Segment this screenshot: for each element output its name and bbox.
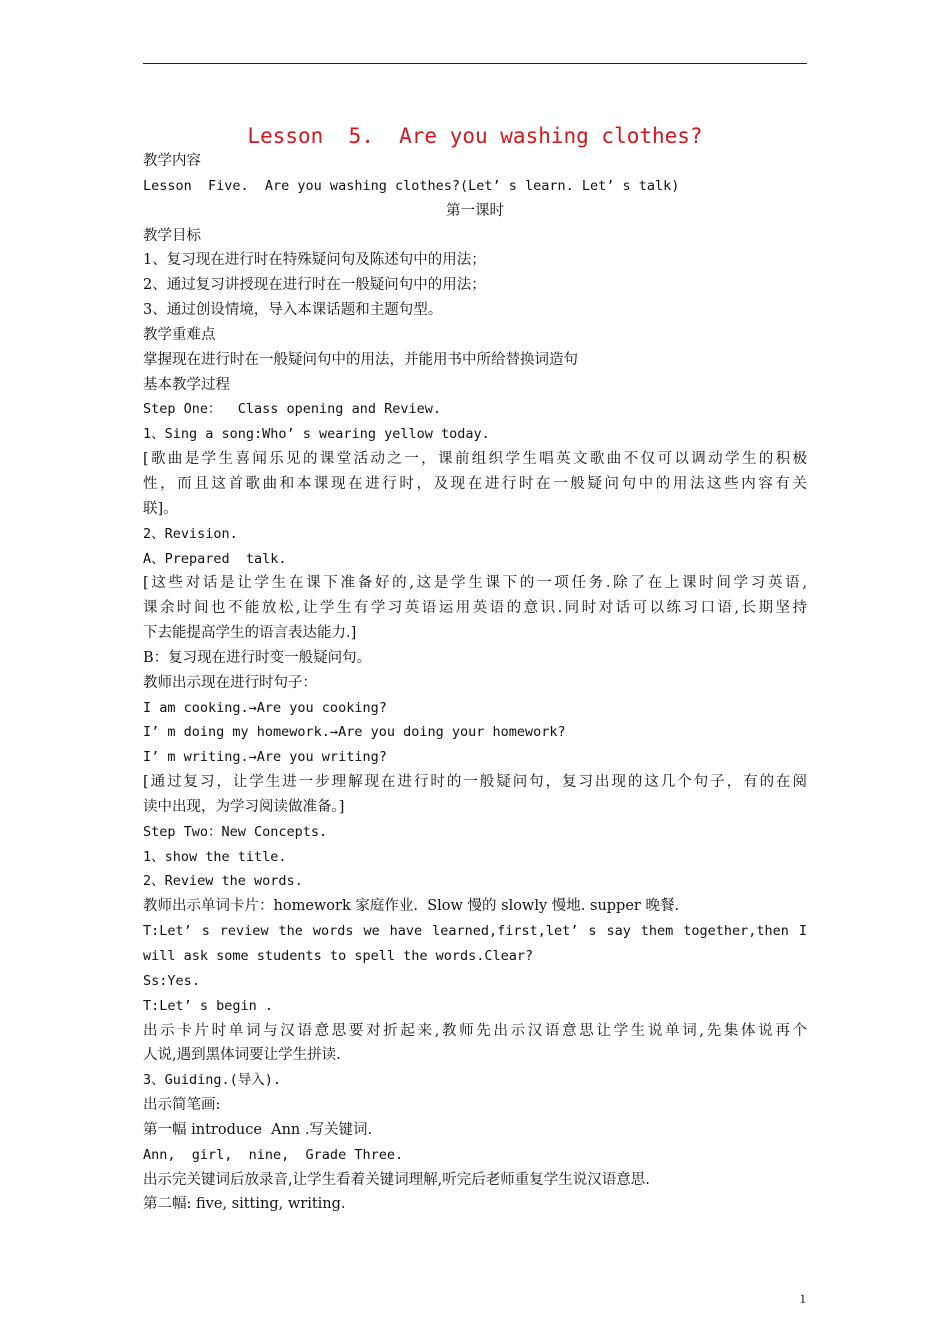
dialogue-line: Ss:Yes. — [143, 972, 200, 989]
paragraph-line: 性，而且这首歌曲和本课现在进行时，及现在进行时在一般疑问句中的用法这些内容有关 — [143, 475, 807, 492]
paragraph-line: 出示完关键词后放录音,让学生看着关键词理解,听完后老师重复学生说汉语意思. — [143, 1171, 650, 1188]
process-item: B：复习现在进行时变一般疑问句。 — [143, 649, 372, 666]
example-sentence: I’ m doing my homework.→Are you doing your homework? — [143, 724, 566, 741]
paragraph-line: [歌曲是学生喜闻乐见的课堂活动之一，课前组织学生唱英文歌曲不仅可以调动学生的积极 — [143, 451, 807, 468]
objective-item: 1、复习现在进行时在特殊疑问句及陈述句中的用法； — [143, 252, 486, 269]
process-item: 1、show the title. — [143, 848, 287, 865]
period-heading: 第一课时 — [446, 202, 504, 219]
paragraph-line: 出示卡片时单词与汉语意思要对折起来,教师先出示汉语意思让学生说单词,先集体说再个 — [143, 1022, 807, 1039]
section-heading-content: 教学内容 — [143, 153, 201, 169]
section-heading-keypoints: 教学重难点 — [143, 326, 216, 343]
keypoint-text: 掌握现在进行时在一般疑问句中的用法，并能用书中所给替换词造句 — [143, 351, 578, 368]
header-rule — [143, 63, 807, 64]
dialogue-line: will ask some students to spell the words.Clear? — [143, 948, 534, 964]
dialogue-line: T:Let’ s review the words we have learned,first,let’ s say them together,then I — [143, 923, 807, 940]
process-item: A、Prepared talk. — [143, 550, 287, 567]
process-item: 3、Guiding.(导入). — [143, 1072, 282, 1089]
example-sentence: I’ m writing.→Are you writing? — [143, 749, 387, 766]
dialogue-line: T:Let’ s begin . — [143, 997, 274, 1014]
step-heading: Step Two：New Concepts. — [143, 823, 328, 840]
paragraph-line: 人说,遇到黑体词要让学生拼读. — [143, 1047, 341, 1064]
process-item: 第二幅: five, sitting, writing. — [143, 1196, 346, 1213]
section-heading-process: 基本教学过程 — [143, 376, 230, 393]
process-item: 2、Review the words. — [143, 873, 303, 890]
example-sentence: I am cooking.→Are you cooking? — [143, 699, 387, 716]
process-item: 出示简笔画: — [143, 1097, 221, 1114]
paragraph-line: [这些对话是让学生在课下准备好的,这是学生课下的一项任务.除了在上课时间学习英语, — [143, 575, 807, 592]
vocabulary-line: 教师出示单词卡片：homework 家庭作业. Slow 慢的 slowly 慢地. supper 晚餐. — [143, 898, 680, 915]
process-item: 1、Sing a song:Who’ s wearing yellow today. — [143, 426, 490, 443]
process-item: 第一幅 introduce Ann .写关键词. — [143, 1121, 373, 1138]
process-item: 2、Revision. — [143, 525, 238, 542]
lesson-title: Lesson 5. Are you washing clothes? — [247, 124, 703, 148]
paragraph-line: 下去能提高学生的语言表达能力.] — [143, 625, 357, 642]
objective-item: 2、通过复习讲授现在进行时在一般疑问句中的用法； — [143, 277, 486, 294]
lesson-subtitle: Lesson Five. Are you washing clothes?(Let’ s learn. Let’ s talk) — [143, 177, 680, 194]
section-heading-objectives: 教学目标 — [143, 227, 201, 244]
step-heading: Step One： Class opening and Review. — [143, 401, 441, 418]
paragraph-line: 课余时间也不能放松,让学生有学习英语运用英语的意识.同时对话可以练习口语,长期坚持 — [143, 600, 807, 617]
paragraph-line: [通过复习，让学生进一步理解现在进行时的一般疑问句，复习出现的这几个句子，有的在阅 — [143, 774, 807, 791]
paragraph-line: 联]。 — [143, 500, 178, 517]
paragraph-line: 读中出现，为学习阅读做准备。] — [143, 798, 345, 815]
document-body — [143, 149, 807, 1217]
page-number: 1 — [799, 1291, 806, 1306]
objective-item: 3、通过创设情境，导入本课话题和主题句型。 — [143, 302, 443, 319]
keyword-line: Ann, girl, nine, Grade Three. — [143, 1146, 404, 1163]
process-item: 教师出示现在进行时句子： — [143, 674, 317, 691]
